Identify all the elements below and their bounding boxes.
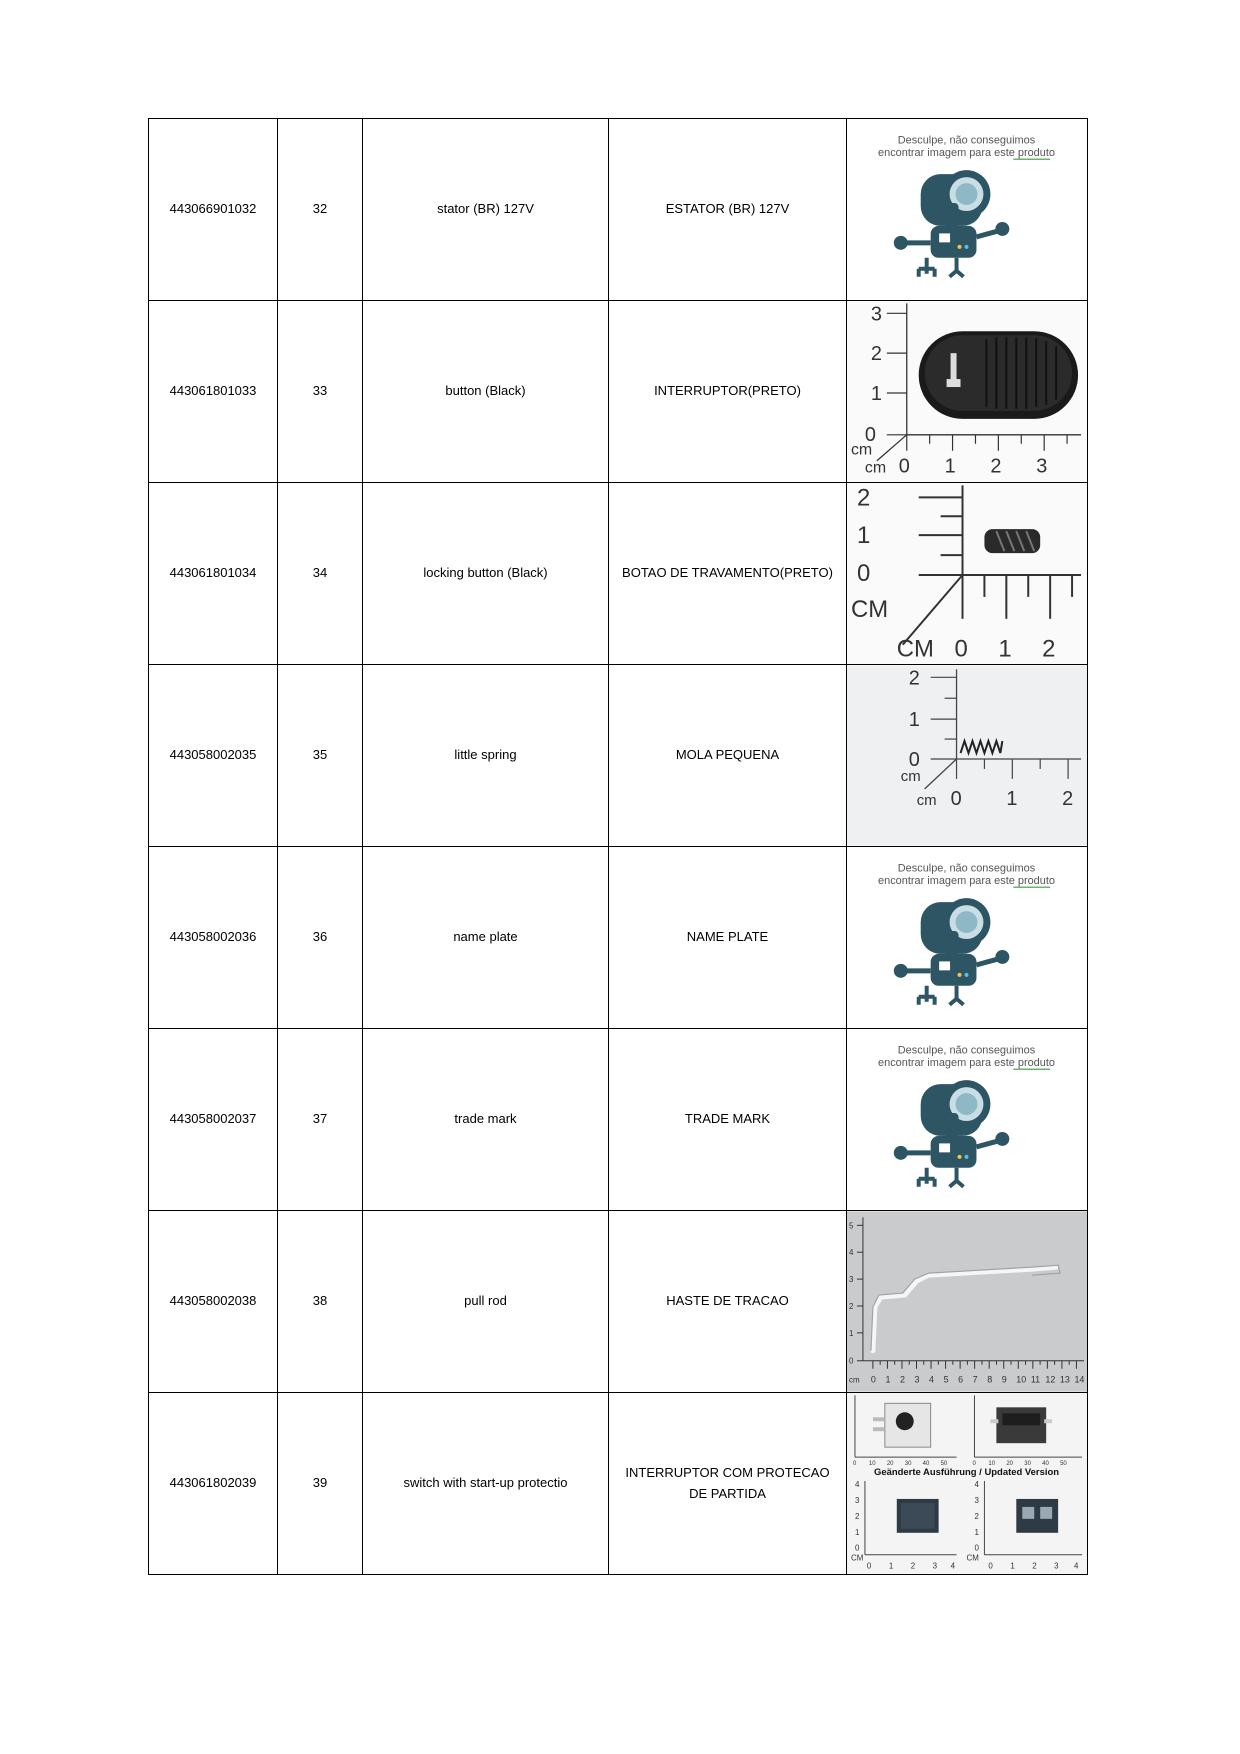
scale-unit-x: cm: [864, 459, 887, 477]
scale-y-tick: 3: [848, 1275, 854, 1285]
product-image-cell: [847, 301, 1088, 483]
table-row: [149, 1393, 1088, 1575]
parts-table: [148, 118, 1088, 1575]
scale-y-tick: 5: [848, 1221, 854, 1231]
position-number: 37: [278, 1029, 363, 1211]
scale-y-tick: 1: [974, 1527, 979, 1537]
name-portuguese: TRADE MARK: [609, 1029, 847, 1211]
product-image-cell: [847, 1393, 1088, 1575]
placeholder-link: produto: [1017, 875, 1055, 888]
scale-x-tick: 4: [929, 1374, 935, 1385]
scale-x-tick: 4: [950, 1561, 956, 1571]
scale-x-tick: 3: [932, 1561, 938, 1571]
name-english: pull rod: [363, 1211, 609, 1393]
scale-top-tick: 0: [972, 1461, 976, 1468]
scale-y-tick: 0: [854, 1543, 860, 1553]
name-portuguese: INTERRUPTOR COM PROTECAO DE PARTIDA: [609, 1393, 847, 1575]
scale-x-tick: 2: [899, 1374, 905, 1385]
scale-x-tick: 2: [910, 1561, 916, 1571]
scale-y-tick: 1: [854, 1527, 860, 1537]
scale-y-tick: 0: [856, 559, 871, 587]
placeholder-line-1: Desculpe, não conseguimos: [897, 134, 1036, 147]
robot-icon: [894, 170, 1010, 277]
table-row: [149, 483, 1088, 665]
name-english: little spring: [363, 665, 609, 847]
scale-x-tick: 0: [866, 1561, 872, 1571]
position-number: 39: [278, 1393, 363, 1575]
scale-top-tick: 10: [868, 1461, 876, 1468]
placeholder-robot-image: [847, 119, 1087, 300]
table-row: [149, 665, 1088, 847]
scale-top-tick: 30: [1024, 1461, 1031, 1468]
part-code: 443066901032: [149, 119, 278, 301]
name-english: button (Black): [363, 301, 609, 483]
scale-y-tick: 3: [974, 1495, 979, 1505]
scale-unit: CM: [966, 1553, 979, 1563]
scale-x-tick: 1: [1006, 787, 1018, 810]
name-english: locking button (Black): [363, 483, 609, 665]
scale-x-tick: 2: [1062, 787, 1074, 810]
svg-text:encontrar imagem para este pro: [878, 1057, 1055, 1069]
name-english: switch with start-up protectio: [363, 1393, 609, 1575]
product-image-cell: [847, 1211, 1088, 1393]
black-button-photo: [847, 301, 1087, 482]
product-image-cell: [847, 1029, 1088, 1211]
part-code: 443058002037: [149, 1029, 278, 1211]
name-portuguese: MOLA PEQUENA: [609, 665, 847, 847]
placeholder-line-2: encontrar imagem para este: [878, 1057, 1018, 1070]
position-number: 32: [278, 119, 363, 301]
placeholder-robot-image: [847, 1029, 1087, 1210]
scale-y-tick: 2: [856, 484, 871, 512]
table-row: [149, 1211, 1088, 1393]
scale-x-tick: 1: [885, 1374, 891, 1385]
scale-x-tick: 2: [1042, 635, 1056, 663]
scale-x-tick: 5: [943, 1374, 949, 1385]
placeholder-link: produto: [1017, 1057, 1055, 1070]
part-code: 443061801033: [149, 301, 278, 483]
placeholder-link: produto: [1017, 147, 1055, 160]
scale-x-tick: 9: [1001, 1374, 1007, 1385]
scale-y-tick: 1: [908, 709, 920, 732]
position-number: 33: [278, 301, 363, 483]
placeholder-line-2: encontrar imagem para este: [878, 147, 1018, 160]
scale-y-tick: 3: [870, 303, 882, 326]
pull-rod-photo: [847, 1211, 1087, 1392]
name-portuguese: HASTE DE TRACAO: [609, 1211, 847, 1393]
part-code: 443058002036: [149, 847, 278, 1029]
part-code: 443061801034: [149, 483, 278, 665]
product-image-cell: [847, 119, 1088, 301]
scale-x-tick: 0: [870, 1374, 876, 1385]
part-code: 443058002038: [149, 1211, 278, 1393]
scale-x-tick: 3: [1036, 455, 1048, 478]
name-english: name plate: [363, 847, 609, 1029]
scale-unit: CM: [850, 1553, 864, 1563]
switch-photo: [847, 1393, 1087, 1574]
scale-top-tick: 10: [988, 1461, 996, 1468]
part-code: 443058002035: [149, 665, 278, 847]
locking-button-part: [984, 529, 1040, 553]
scale-x-tick: 3: [1054, 1561, 1059, 1571]
scale-y-tick: 4: [848, 1248, 854, 1258]
placeholder-line-1: Desculpe, não conseguimos: [897, 1044, 1036, 1057]
scale-x-tick: 0: [954, 635, 968, 663]
scale-y-tick: 4: [854, 1479, 860, 1489]
scale-unit-x: CM: [896, 635, 934, 663]
robot-icon: [894, 898, 1010, 1005]
name-portuguese: NAME PLATE: [609, 847, 847, 1029]
scale-y-tick: 2: [908, 667, 920, 690]
svg-text:encontrar imagem para este pro: [878, 147, 1055, 159]
scale-unit-x: cm: [848, 1375, 860, 1385]
position-number: 38: [278, 1211, 363, 1393]
name-english: stator (BR) 127V: [363, 119, 609, 301]
scale-unit-y: cm: [850, 441, 873, 459]
scale-y-tick: 1: [870, 382, 882, 405]
scale-x-tick: 7: [972, 1374, 978, 1385]
scale-x-tick: 3: [914, 1374, 920, 1385]
scale-x-tick: 14: [1074, 1374, 1085, 1385]
scale-y-tick: 2: [870, 343, 882, 366]
placeholder-robot-image: [847, 847, 1087, 1028]
scale-top-tick: 20: [886, 1461, 894, 1468]
scale-y-tick: 0: [908, 748, 920, 771]
scale-unit-y: cm: [900, 767, 921, 785]
scale-y-tick: 1: [848, 1328, 854, 1338]
scale-x-tick: 2: [1032, 1561, 1037, 1571]
name-english: trade mark: [363, 1029, 609, 1211]
position-number: 35: [278, 665, 363, 847]
scale-x-tick: 0: [950, 787, 962, 810]
scale-x-tick: 10: [1016, 1374, 1027, 1385]
scale-y-tick: 1: [856, 522, 871, 550]
scale-x-tick: 4: [1074, 1561, 1079, 1571]
scale-y-tick: 0: [848, 1356, 854, 1366]
scale-x-tick: 8: [987, 1374, 993, 1385]
table-row: [149, 847, 1088, 1029]
scale-x-tick: 2: [990, 455, 1002, 478]
scale-y-tick: 4: [974, 1479, 979, 1489]
position-number: 34: [278, 483, 363, 665]
scale-x-tick: 0: [988, 1561, 993, 1571]
scale-unit-x: cm: [916, 791, 937, 809]
updated-version-banner: Geänderte Ausführung / Updated Version: [873, 1467, 1060, 1479]
scale-x-tick: 1: [944, 455, 956, 478]
placeholder-line-2: encontrar imagem para este: [878, 875, 1018, 888]
locking-button-photo: [847, 483, 1087, 664]
scale-y-tick: 3: [854, 1495, 860, 1505]
scale-x-tick: 6: [958, 1374, 964, 1385]
product-image-cell: [847, 483, 1088, 665]
table-row: [149, 1029, 1088, 1211]
product-image-cell: [847, 847, 1088, 1029]
table-row: [149, 119, 1088, 301]
scale-x-tick: 12: [1045, 1374, 1056, 1385]
position-number: 36: [278, 847, 363, 1029]
spring-photo: [847, 665, 1087, 846]
scale-top-tick: 40: [1042, 1461, 1049, 1468]
robot-icon: [894, 1080, 1010, 1187]
scale-y-tick: 0: [864, 423, 877, 446]
scale-x-tick: 1: [1010, 1561, 1015, 1571]
product-image-cell: [847, 665, 1088, 847]
scale-top-tick: 40: [922, 1461, 930, 1468]
scale-top-tick: 0: [852, 1461, 857, 1468]
name-portuguese: INTERRUPTOR(PRETO): [609, 301, 847, 483]
scale-y-tick: 2: [974, 1511, 979, 1521]
name-portuguese: ESTATOR (BR) 127V: [609, 119, 847, 301]
scale-top-tick: 50: [940, 1461, 948, 1468]
part-code: 443061802039: [149, 1393, 278, 1575]
scale-top-tick: 20: [1006, 1461, 1013, 1468]
scale-x-tick: 11: [1030, 1374, 1041, 1385]
black-button-part: [919, 331, 1078, 419]
scale-x-tick: 1: [998, 635, 1012, 663]
scale-top-tick: 30: [904, 1461, 912, 1468]
scale-y-tick: 2: [854, 1511, 860, 1521]
svg-text:encontrar imagem para este pro: [878, 875, 1055, 887]
name-portuguese: BOTAO DE TRAVAMENTO(PRETO): [609, 483, 847, 665]
scale-unit-y: CM: [850, 595, 889, 623]
scale-y-tick: 0: [974, 1543, 979, 1553]
placeholder-line-1: Desculpe, não conseguimos: [897, 862, 1036, 875]
scale-x-tick: 13: [1059, 1374, 1070, 1385]
table-row: [149, 301, 1088, 483]
scale-top-tick: 50: [1060, 1461, 1067, 1468]
scale-y-tick: 2: [848, 1301, 854, 1311]
scale-x-tick: 0: [898, 455, 910, 478]
scale-x-tick: 1: [888, 1561, 894, 1571]
